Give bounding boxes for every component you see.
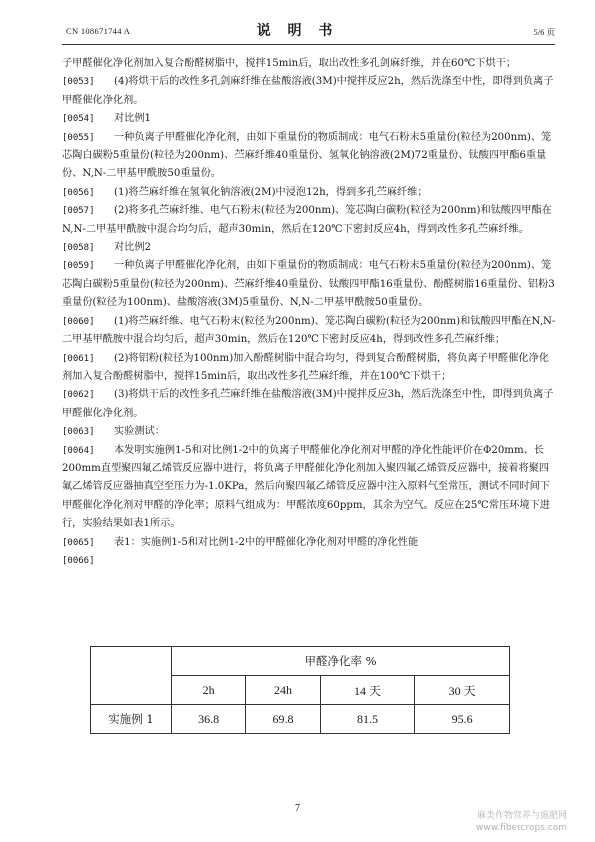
table-row-label: 实施例 1 <box>91 705 172 734</box>
paragraph <box>62 386 557 423</box>
paragraph <box>62 552 557 570</box>
watermark <box>476 810 567 834</box>
paragraph <box>62 184 557 202</box>
paragraph-number: [0056] <box>62 187 95 198</box>
table-col-header: 30 天 <box>415 676 510 705</box>
paragraph-text: 一种负离子甲醛催化净化剂，由如下重量份的物质制成：电气石粉末5重量份(粒径为200nm)、笼芯陶白碳粉5重量份(粒径为200nm)、苎麻纤维40重量份、钛酸四甲酯16重量份、酚醛树脂16重量份、铝粉3重量份(粒径为100nm)、盐酸溶液(3M)5重量份、N,N-二甲基甲酰胺50重量份。 <box>62 260 555 309</box>
paragraph-text: 表1：实施例1-5和对比例1-2中的甲醛催化净化剂对甲醛的净化性能 <box>114 536 419 548</box>
paragraph-number: [0063] <box>62 427 95 438</box>
page-ref: 5/6 页 <box>533 27 555 37</box>
paragraph <box>62 257 557 312</box>
paragraph-number: [0060] <box>62 316 95 327</box>
paragraph <box>62 73 557 110</box>
paragraph-text: (4)将烘干后的改性多孔剑麻纤维在盐酸溶液(3M)中搅拌反应2h，然后洗涤至中性，即得到负离子甲醛催化净化剂。 <box>62 76 554 106</box>
table-cell: 69.8 <box>246 705 320 734</box>
table-cell: 36.8 <box>172 705 246 734</box>
paragraph-text: 本发明实施例1-5和对比例1-2中的负离子甲醛催化净化剂对甲醛的净化性能评价在Φ20mm、长200mm直型聚四氟乙烯管反应器中进行，将负离子甲醛催化净化剂加入聚四氟乙烯管反应器中，接着将聚四氟乙烯管反应器抽真空至压力为-1.0KPa，然后向聚四氟乙烯管反应器中注入原料气至常压，测试不同时间下甲醛催化净化剂对甲醛的净化率；原料气组成为：甲醛浓度60ppm，其余为空气。反应在25℃常压环境下进行，实验结果如表1所示。 <box>62 444 550 530</box>
paragraph-text: 对比例2 <box>114 242 152 254</box>
paragraph <box>62 110 557 128</box>
paragraph <box>62 202 557 239</box>
paragraph-number: [0061] <box>62 353 95 364</box>
paragraph-text: (1)将苎麻纤维、电气石粉末(粒径为200nm)、笼芯陶白碳粉(粒径为200nm)和钛酸四甲酯在N,N-二甲基甲酰胺中混合均匀后，超声30min，然后在120℃下密封反应4h，得到改性多孔苎麻纤维； <box>62 315 556 346</box>
paragraph-number: [0058] <box>62 243 95 254</box>
doc-title: 说 明 书 <box>256 23 339 39</box>
doc-number: CN 108671744 A <box>66 26 131 36</box>
paragraph <box>62 129 557 184</box>
table-header-row <box>91 647 510 676</box>
paragraph-text: 实验测试： <box>114 426 165 438</box>
table-row <box>91 705 510 734</box>
paragraph-number: [0053] <box>62 77 95 88</box>
paragraph-text: (3)将烘干后的改性多孔苎麻纤维在盐酸溶液(3M)中搅拌反应3h，然后洗涤至中性，即得到负离子甲醛催化净化剂。 <box>62 389 554 419</box>
results-table <box>90 646 510 734</box>
paragraph <box>62 534 557 552</box>
paragraph-number: [0066] <box>62 555 95 566</box>
paragraph-text: (1)将苎麻纤维在氢氧化钠溶液(2M)中浸泡12h，得到多孔苎麻纤维； <box>114 186 428 198</box>
page-header <box>0 20 595 42</box>
paragraph-number: [0057] <box>62 206 95 217</box>
table-col-header: 24h <box>246 676 320 705</box>
paragraph <box>62 442 557 534</box>
paragraph <box>62 313 557 350</box>
paragraph <box>62 423 557 441</box>
table-cell: 81.5 <box>320 705 415 734</box>
paragraph <box>62 55 557 73</box>
paragraph-text: 一种负离子甲醛催化净化剂，由如下重量份的物质制成：电气石粉末5重量份(粒径为200nm)、笼芯陶白碳粉5重量份(粒径为200nm)、苎麻纤维40重量份、氢氧化钠溶液(2M)72重量份、钛酸四甲酯6重量份、N,N-二甲基甲酰胺50重量份。 <box>62 131 552 180</box>
paragraph-number: [0055] <box>62 132 95 143</box>
paragraph-number: [0062] <box>62 390 95 401</box>
document-body <box>62 55 557 570</box>
table-corner-cell <box>91 647 172 705</box>
paragraph-number: [0054] <box>62 114 95 125</box>
table-col-header: 2h <box>172 676 246 705</box>
paragraph-text: 对比例1 <box>114 113 152 125</box>
header-divider <box>62 44 555 45</box>
paragraph <box>62 350 557 387</box>
table-main-header: 甲醛净化率 % <box>172 647 510 676</box>
paragraph-text: 子甲醛催化净化剂加入复合酚醛树脂中，搅拌15min后，取出改性多孔剑麻纤维，并在60℃下烘干； <box>62 58 517 69</box>
paragraph-text: (2)将多孔苎麻纤维、电气石粉末(粒径为200nm)、笼芯陶白碳粉(粒径为200nm)和钛酸四甲酯在N,N-二甲基甲酰胺中混合均匀后，超声30min，然后在120℃下密封反应4h，得到改性多孔苎麻纤维。 <box>62 205 552 235</box>
table-cell: 95.6 <box>415 705 510 734</box>
paragraph-number: [0059] <box>62 261 95 272</box>
paragraph-number: [0065] <box>62 537 95 548</box>
paragraph <box>62 239 557 257</box>
table-col-header: 14 天 <box>320 676 415 705</box>
watermark-line: 麻类作物营养与施肥网 <box>476 811 567 821</box>
page-number: 7 <box>295 803 300 814</box>
paragraph-number: [0064] <box>62 445 95 456</box>
watermark-url: www.fibercrops.com <box>476 823 567 833</box>
paragraph-text: (2)将铝粉(粒径为100nm)加入酚醛树脂中混合均匀，得到复合酚醛树脂，将负离子甲醛催化净化剂加入复合酚醛树脂中，搅拌15min后，取出改性多孔苎麻纤维，并在100℃下烘干； <box>62 352 549 382</box>
